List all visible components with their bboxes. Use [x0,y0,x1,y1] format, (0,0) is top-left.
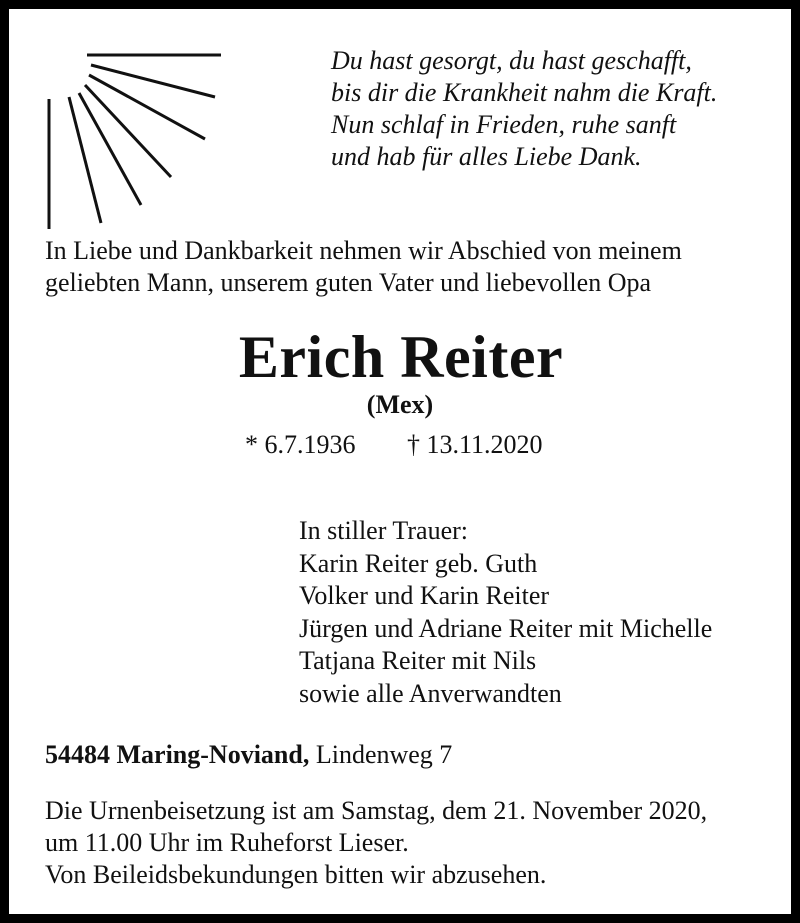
mourners-list [299,515,769,710]
poem-line: bis dir die Krankheit nahm die Kraft. [331,78,718,107]
mourners-heading: In stiller Trauer: [299,516,468,545]
intro-text [45,235,765,299]
life-dates [245,429,565,461]
poem-line: Nun schlaf in Frieden, ruhe sanft [331,110,677,139]
address-street: Lindenweg 7 [315,740,453,769]
deceased-name: Erich Reiter [238,324,564,390]
mourner-name: sowie alle Anverwandten [299,678,562,708]
mourner-name: Jürgen und Adriane Reiter mit Michelle [299,613,713,643]
mourner-name: Karin Reiter geb. Guth [299,548,538,578]
address-place: 54484 Maring-Noviand, [45,740,310,769]
poem-line: Du hast gesorgt, du hast geschafft, [331,46,692,75]
sun-rays-icon [45,41,225,231]
funeral-line: Von Beileidsbekundungen bitten wir abzusehen. [45,860,547,889]
obituary-notice [9,9,791,914]
funeral-line: Die Urnenbeisetzung ist am Samstag, dem 21. November 2020, [45,796,708,825]
intro-line: In Liebe und Dankbarkeit nehmen wir Abschied von meinem [45,236,682,265]
address [45,739,765,771]
funeral-info [45,795,775,891]
poem-line: und hab für alles Liebe Dank. [331,142,642,171]
death-date: † 13.11.2020 [407,430,543,459]
deceased-nickname: (Mex) [366,390,434,419]
poem [331,45,771,173]
birth-date: * 6.7.1936 [245,430,356,459]
mourner-name: Tatjana Reiter mit Nils [299,646,537,675]
funeral-line: um 11.00 Uhr im Ruheforst Lieser. [45,828,409,857]
intro-line: geliebten Mann, unserem guten Vater und liebevollen Opa [45,268,652,297]
mourner-name: Volker und Karin Reiter [299,581,550,610]
